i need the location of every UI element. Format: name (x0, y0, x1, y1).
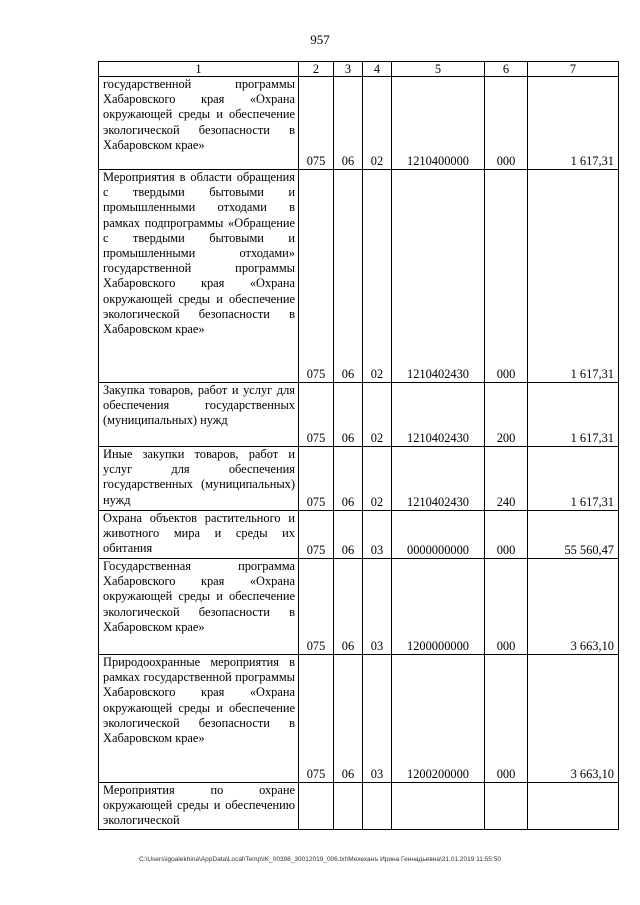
table-row (99, 170, 619, 383)
row-expense-type: 000 (485, 655, 528, 783)
row-ministry-code: 075 (299, 511, 334, 559)
row-name: Государственная программа Хабаровского края «Охрана окружающей среды и обеспечение экологической безопасности в Хабаровском крае» (99, 559, 299, 655)
row-subsection-code: 02 (363, 447, 392, 511)
row-target-code: 1210400000 (392, 77, 485, 170)
row-section-code: 06 (334, 77, 363, 170)
row-amount: 1 617,31 (528, 383, 619, 447)
row-amount: 3 663,10 (528, 559, 619, 655)
table-row (99, 77, 619, 170)
row-name: Иные закупки товаров, работ и услуг для обеспечения государственных (муниципальных) нужд (99, 447, 299, 511)
row-section-code: 06 (334, 655, 363, 783)
row-subsection-code: 02 (363, 383, 392, 447)
row-target-code: 1210402430 (392, 447, 485, 511)
header-row (99, 62, 619, 77)
row-amount: 55 560,47 (528, 511, 619, 559)
row-target-code: 1200000000 (392, 559, 485, 655)
row-name: государственной программы Хабаровского края «Охрана окружающей среды и обеспечение экологической безопасности в Хабаровском крае» (99, 77, 299, 170)
table-row (99, 447, 619, 511)
row-amount (528, 783, 619, 830)
row-expense-type: 000 (485, 170, 528, 383)
row-expense-type: 000 (485, 559, 528, 655)
header-cell-7: 7 (528, 62, 619, 77)
row-subsection-code (363, 783, 392, 830)
row-name: Охрана объектов растительного и животного мира и среды их обитания (99, 511, 299, 559)
row-amount: 1 617,31 (528, 447, 619, 511)
row-ministry-code: 075 (299, 655, 334, 783)
header-cell-4: 4 (363, 62, 392, 77)
table-row (99, 783, 619, 830)
header-cell-5: 5 (392, 62, 485, 77)
budget-table (98, 61, 619, 830)
table-row (99, 559, 619, 655)
row-subsection-code: 03 (363, 511, 392, 559)
row-section-code: 06 (334, 511, 363, 559)
row-expense-type: 000 (485, 77, 528, 170)
row-section-code: 06 (334, 170, 363, 383)
row-subsection-code: 02 (363, 170, 392, 383)
table-row (99, 655, 619, 783)
row-target-code: 1210402430 (392, 383, 485, 447)
row-expense-type: 000 (485, 511, 528, 559)
page-number: 957 (310, 32, 330, 47)
table-row (99, 383, 619, 447)
row-expense-type: 200 (485, 383, 528, 447)
row-expense-type: 240 (485, 447, 528, 511)
row-ministry-code: 075 (299, 170, 334, 383)
row-name: Природоохранные мероприятия в рамках государственной программы Хабаровского края «Охрана окружающей среды и обеспечение экологической безопасности в Хабаровском крае» (99, 655, 299, 783)
table-row (99, 511, 619, 559)
row-section-code (334, 783, 363, 830)
row-name: Мероприятия в области обращения с твердыми бытовыми и промышленными отходами в рамках подпрограммы «Обращение с твердыми бытовыми и промышленными отходами» государственной программы Хабаровского края «Охрана окружающей среды и обеспечение экологической безопасности в Хабаровском крае» (99, 170, 299, 383)
row-name: Закупка товаров, работ и услуг для обеспечения государственных (муниципальных) нужд (99, 383, 299, 447)
header-cell-3: 3 (334, 62, 363, 77)
row-ministry-code: 075 (299, 383, 334, 447)
row-subsection-code: 02 (363, 77, 392, 170)
row-subsection-code: 03 (363, 655, 392, 783)
file-path-footer: C:\Users\igoalekhina\AppData\Local\Temp\IK_00398_30012019_006.txt\Мехеханъ Ирина Геннадьевна\31.01.2019 11:55:50 (139, 856, 501, 863)
row-section-code: 06 (334, 559, 363, 655)
row-target-code (392, 783, 485, 830)
row-target-code: 0000000000 (392, 511, 485, 559)
header-cell-2: 2 (299, 62, 334, 77)
row-name: Мероприятия по охране окружающей среды и обеспечению экологической (99, 783, 299, 830)
header-cell-1: 1 (99, 62, 299, 77)
row-subsection-code: 03 (363, 559, 392, 655)
row-ministry-code: 075 (299, 77, 334, 170)
row-expense-type (485, 783, 528, 830)
row-section-code: 06 (334, 383, 363, 447)
row-amount: 1 617,31 (528, 170, 619, 383)
row-section-code: 06 (334, 447, 363, 511)
row-ministry-code: 075 (299, 559, 334, 655)
row-target-code: 1200200000 (392, 655, 485, 783)
row-amount: 3 663,10 (528, 655, 619, 783)
row-ministry-code (299, 783, 334, 830)
header-cell-6: 6 (485, 62, 528, 77)
row-amount: 1 617,31 (528, 77, 619, 170)
row-ministry-code: 075 (299, 447, 334, 511)
row-target-code: 1210402430 (392, 170, 485, 383)
